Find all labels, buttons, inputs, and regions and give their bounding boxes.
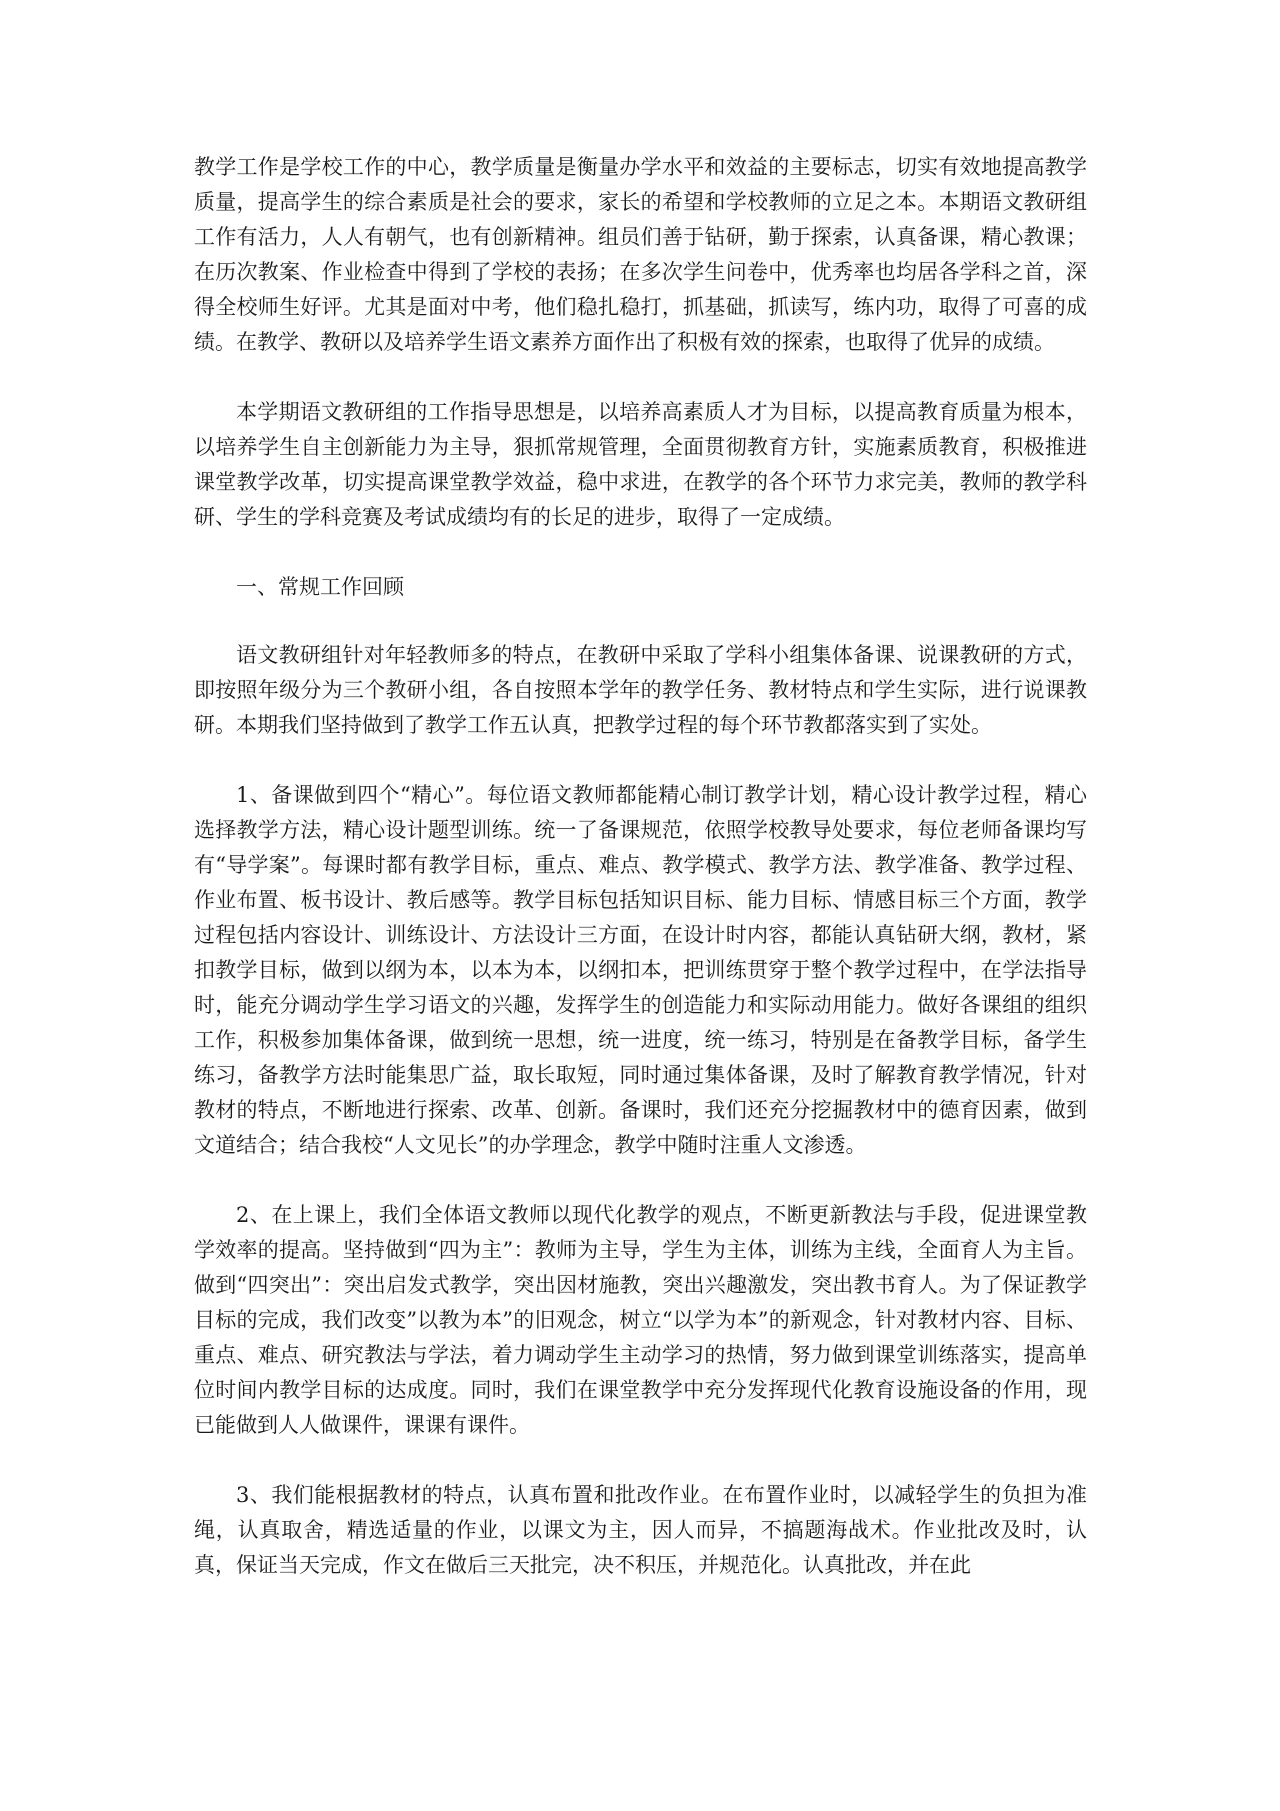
paragraph-classroom-teaching: 2、在上课上，我们全体语文教师以现代化教学的观点，不断更新教法与手段，促进课堂教学效率的提高。坚持做到“四为主”：教师为主导，学生为主体，训练为主线，全面育人为主旨。做到“四突出”：突出启发式教学，突出因材施教，突出兴趣激发，突出教书育人。为了保证教学目标的完成，我们改变”以教为本”的旧观念，树立“以学为本”的新观念，针对教材内容、目标、重点、难点、研究教法与学法，着力调动学生主动学习的热情，努力做到课堂训练落实，提高单位时间内教学目标的达成度。同时，我们在课堂教学中充分发挥现代化教育设施设备的作用，现已能做到人人做课件，课课有课件。 — [194, 1203, 1087, 1437]
paragraph-teaching-research: 语文教研组针对年轻教师多的特点，在教研中采取了学科小组集体备课、说课教研的方式，即按照年级分为三个教研小组，各自按照本学年的教学任务、教材特点和学生实际，进行说课教研。本期我们坚持做到了教学工作五认真，把教学过程的每个环节教都落实到了实处。 — [194, 643, 1087, 737]
paragraph-lesson-preparation: 1、备课做到四个“精心”。每位语文教师都能精心制订教学计划，精心设计教学过程，精心选择教学方法，精心设计题型训练。统一了备课规范，依照学校教导处要求，每位老师备课均写有“导学案”。每课时都有教学目标，重点、难点、教学模式、教学方法、教学准备、教学过程、作业布置、板书设计、教后感等。教学目标包括知识目标、能力目标、情感目标三个方面，教学过程包括内容设计、训练设计、方法设计三方面，在设计时内容，都能认真钻研大纲，教材，紧扣教学目标，做到以纲为本，以本为本，以纲扣本，把训练贯穿于整个教学过程中，在学法指导时，能充分调动学生学习语文的兴趣，发挥学生的创造能力和实际动用能力。做好各课组的组织工作，积极参加集体备课，做到统一思想，统一进度，统一练习，特别是在备教学目标，备学生练习，备教学方法时能集思广益，取长取短，同时通过集体备课，及时了解教育教学情况，针对教材的特点，不断地进行探索、改革、创新。备课时，我们还充分挖掘教材中的德育因素，做到文道结合；结合我校“人文见长”的办学理念，教学中随时注重人文渗透。 — [194, 783, 1087, 1157]
paragraph-intro: 教学工作是学校工作的中心，教学质量是衡量办学水平和效益的主要标志，切实有效地提高教学质量，提高学生的综合素质是社会的要求，家长的希望和学校教师的立足之本。本期语文教研组工作有活力，人人有朝气，也有创新精神。组员们善于钻研，勤于探索，认真备课，精心教课；在历次教案、作业检查中得到了学校的表扬；在多次学生问卷中，优秀率也均居各学科之首，深得全校师生好评。尤其是面对中考，他们稳扎稳打，抓基础，抓读写，练内功，取得了可喜的成绩。在教学、教研以及培养学生语文素养方面作出了积极有效的探索，也取得了优异的成绩。 — [194, 155, 1087, 354]
section-heading-routine-review: 一、常规工作回顾 — [236, 575, 404, 599]
paragraph-homework: 3、我们能根据教材的特点，认真布置和批改作业。在布置作业时，以减轻学生的负担为准绳，认真取舍，精选适量的作业，以课文为主，因人而异，不搞题海战术。作业批改及时，认真，保证当天完成，作文在做后三天批完，决不积压，并规范化。认真批改，并在此 — [194, 1483, 1087, 1577]
paragraph-guiding-ideology: 本学期语文教研组的工作指导思想是，以培养高素质人才为目标，以提高教育质量为根本，以培养学生自主创新能力为主导，狠抓常规管理，全面贯彻教育方针，实施素质教育，积极推进课堂教学改革，切实提高课堂教学效益，稳中求进，在教学的各个环节力求完美，教师的教学科研、学生的学科竞赛及考试成绩均有的长足的进步，取得了一定成绩。 — [194, 400, 1087, 529]
document-page — [194, 150, 1087, 1583]
